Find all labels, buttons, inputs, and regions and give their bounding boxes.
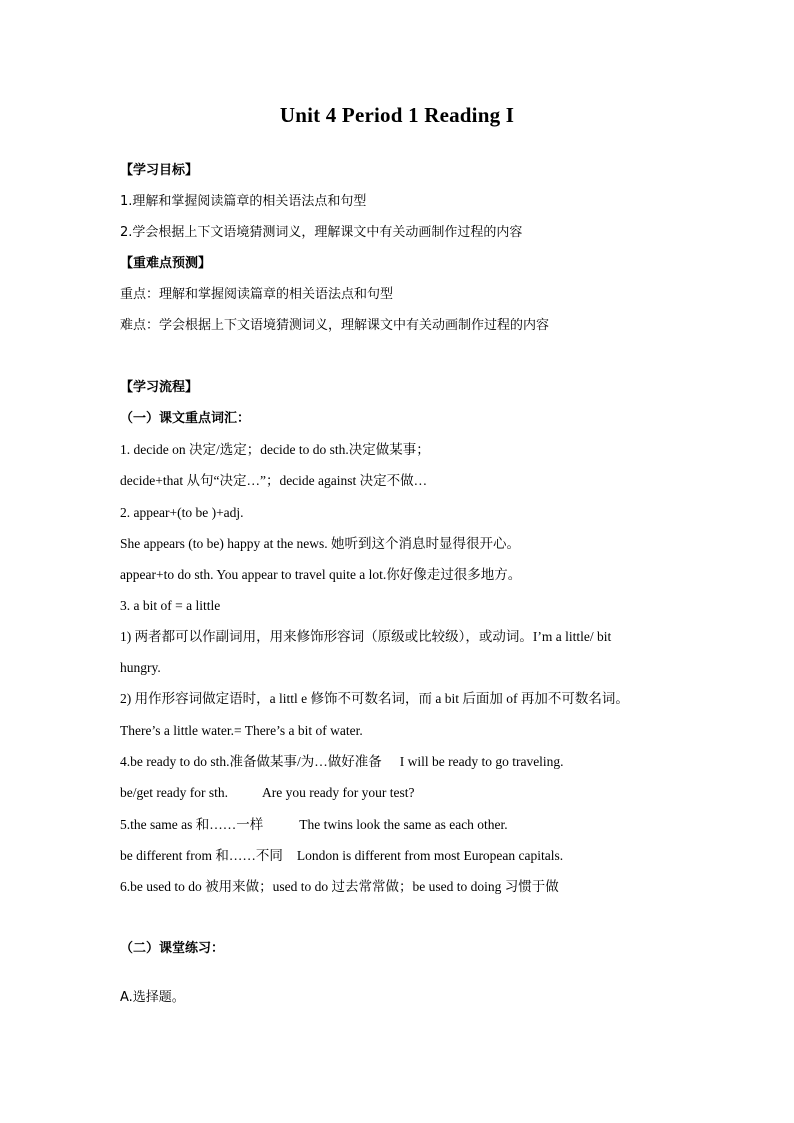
- process-heading: 【学习流程】: [120, 380, 199, 395]
- vocab-item-4a-example: I will be ready to go traveling.: [399, 754, 564, 769]
- vocab-item-4b: [120, 784, 415, 802]
- objective-2: 2.学会根据上下文语境猜测词义，理解课文中有关动画制作过程的内容: [120, 225, 523, 240]
- vocab-heading: （一）课文重点词汇：: [120, 411, 251, 426]
- practice-heading: （二）课堂练习：: [120, 941, 225, 956]
- vocab-item-4a-term: 4.be ready to do sth.准备做某事/为…做好准备: [120, 754, 382, 769]
- vocab-item-5a: [120, 816, 508, 834]
- vocab-item-1b: decide+that 从句“决定…”；decide against 决定不做…: [120, 473, 428, 488]
- vocab-item-6: 6.be used to do 被用来做；used to do 过去常常做；be used to doing 习惯于做: [120, 879, 559, 894]
- vocab-item-5a-example: The twins look the same as each other.: [299, 817, 508, 832]
- objective-1: 1.理解和掌握阅读篇章的相关语法点和句型: [120, 194, 367, 209]
- vocab-item-3e: There’s a little water.= There’s a bit of water.: [120, 723, 363, 738]
- key-point: 重点：理解和掌握阅读篇章的相关语法点和句型: [120, 287, 394, 302]
- vocab-item-3a: 3. a bit of = a little: [120, 598, 221, 613]
- vocab-item-4b-term: be/get ready for sth.: [120, 785, 228, 800]
- vocab-item-5b: [120, 847, 563, 865]
- vocab-item-3c: hungry.: [120, 660, 161, 675]
- vocab-item-2c: appear+to do sth. You appear to travel quite a lot.你好像走过很多地方。: [120, 567, 522, 582]
- section-a-label: A.选择题。: [120, 990, 185, 1005]
- vocab-item-1a: 1. decide on 决定/选定；decide to do sth.决定做某事；: [120, 442, 430, 457]
- vocab-item-4a: [120, 753, 564, 771]
- vocab-item-2b: She appears (to be) happy at the news. 她听到这个消息时显得很开心。: [120, 536, 521, 551]
- difficult-point: 难点：学会根据上下文语境猜测词义，理解课文中有关动画制作过程的内容: [120, 318, 550, 333]
- vocab-item-4b-example: Are you ready for your test?: [261, 785, 415, 800]
- vocab-item-5b-term: be different from 和……不同: [120, 848, 283, 863]
- vocab-item-3b: 1) 两者都可以作副词用，用来修饰形容词（原级或比较级），或动词。I’m a little/ bit: [120, 629, 612, 644]
- key-points-heading: 【重难点预测】: [120, 256, 212, 271]
- page-title: Unit 4 Period 1 Reading I: [279, 103, 515, 127]
- objectives-heading: 【学习目标】: [120, 163, 199, 178]
- vocab-item-3d: 2) 用作形容词做定语时，a littl e 修饰不可数名词，而 a bit 后面加 of 再加不可数名词。: [120, 691, 629, 706]
- vocab-item-5b-example: London is different from most European capitals.: [296, 848, 564, 863]
- vocab-item-2a: 2. appear+(to be )+adj.: [120, 505, 244, 520]
- vocab-item-5a-term: 5.the same as 和……一样: [120, 817, 264, 832]
